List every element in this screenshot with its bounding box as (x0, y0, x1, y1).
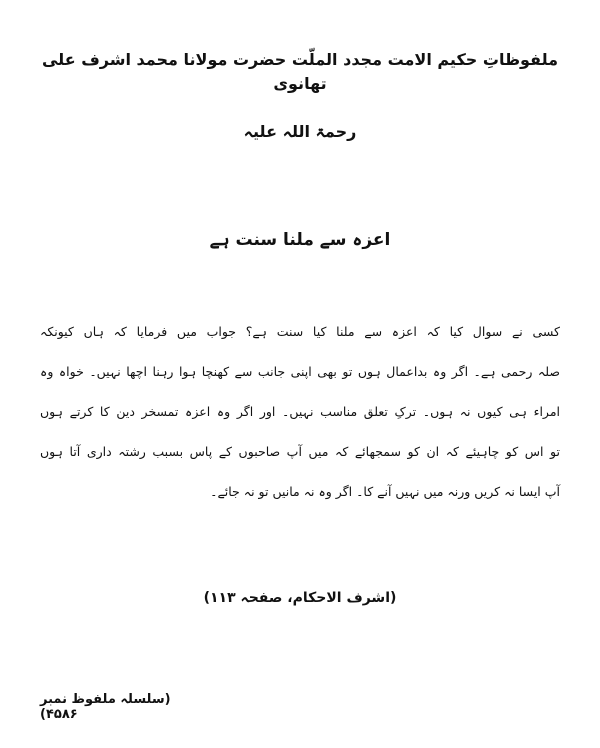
source-reference: (اشرف الاحکام، صفحہ ۱۱۳) (203, 590, 397, 606)
article-body (40, 312, 560, 512)
article-heading: اعزہ سے ملنا سنت ہے (209, 230, 391, 250)
page-subtitle: رحمۃ اللہ علیہ (243, 122, 357, 141)
page-title: ملفوظاتِ حکیم الامت مجدد الملّت حضرت مولانا محمد اشرف علی تھانوی (41, 50, 558, 93)
body-line: صلہ رحمی ہے۔ اگر وہ بداعمال ہوں تو بھی اپنی جانب سے کھنچا ہوا رہنا اچھا نہیں۔ خواہ وہ (40, 364, 560, 379)
body-line: آپ ایسا نہ کریں ورنہ میں نہیں آنے کا۔ اگر وہ نہ مانیں تو نہ جائے۔ (210, 484, 560, 499)
body-line: تو اس کو چاہیئے کہ ان کو سمجھائے کہ میں آپ صاحبوں کے پاس بسبب رشتہ داری آتا ہوں (40, 444, 560, 459)
body-line: امراء ہی کیوں نہ ہوں۔ ترکِ تعلق مناسب نہیں۔ اور اگر وہ اعزہ تمسخر دین کا کرتے ہوں (40, 404, 560, 419)
body-line: کسی نے سوال کیا کہ اعزہ سے ملنا کیا سنت ہے؟ جواب میں فرمایا کہ ہاں کیونکہ (40, 324, 560, 339)
series-number: (سلسلہ ملفوظ نمبر ۴۵۸۶) (40, 692, 171, 722)
